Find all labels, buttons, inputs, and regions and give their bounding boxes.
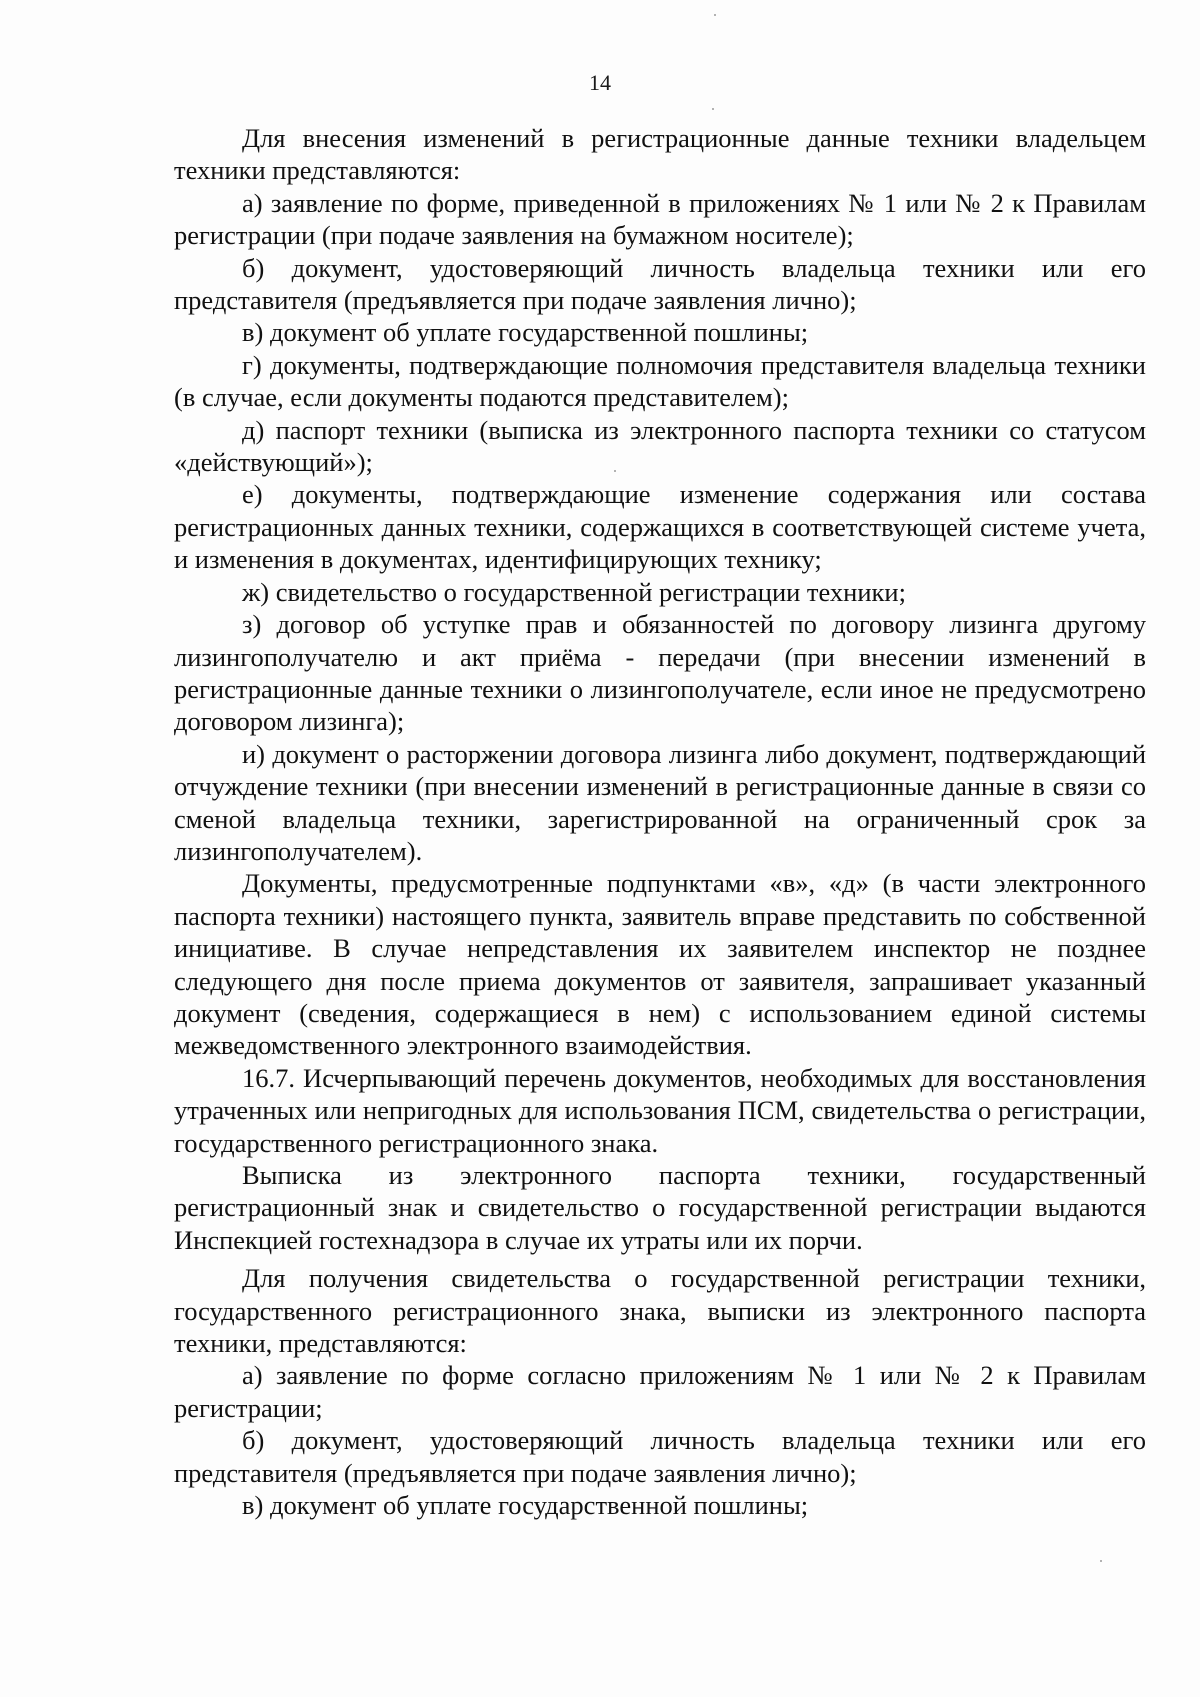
list-item-a-restore: а) заявление по форме согласно приложениям № 1 или № 2 к Правилам регистрации; — [174, 1360, 1146, 1423]
paragraph-obtaining-certificate: Для получения свидетельства о государственной регистрации техники, государственного регистрационного знака, выписки из электронного паспорта техники, представляются: — [174, 1263, 1146, 1359]
list-item-g: г) документы, подтверждающие полномочия представителя владельца техники (в случае, если документы подаются представителем); — [174, 349, 1146, 413]
list-item-e: е) документы, подтверждающие изменение содержания или состава регистрационных данных техники, содержащихся в соответствующей системе учета, и изменения в документах, идентифицирующих технику; — [174, 479, 1146, 575]
list-item-zh: ж) свидетельство о государственной регистрации техники; — [242, 576, 906, 607]
paragraph-intro: Для внесения изменений в регистрационные данные техники владельцем техники представляются: — [174, 123, 1146, 186]
scan-speck — [714, 14, 716, 16]
document-body — [174, 122, 1146, 1521]
page-number: 14 — [589, 70, 611, 95]
list-item-i: и) документ о расторжении договора лизинга либо документ, подтверждающий отчуждение техники (при внесении изменений в регистрационные данные в связи со сменой владельца техники, зарегистрированной на ограниченный срок за лизингополучателем). — [174, 738, 1146, 866]
list-item-b-restore: б) документ, удостоверяющий личность владельца техники или его представителя (предъявляется при подаче заявления лично); — [174, 1425, 1146, 1488]
list-item-b: б) документ, удостоверяющий личность владельца техники или его представителя (предъявляется при подаче заявления лично); — [174, 252, 1146, 316]
list-item-d: д) паспорт техники (выписка из электронного паспорта техники со статусом «действующий»); — [174, 414, 1146, 478]
list-item-z: з) договор об уступке прав и обязанностей по договору лизинга другому лизингополучателю и акт приёма - передачи (при внесении изменений в регистрационные данные техники о лизингополучателе, если иное не предусмотрено договором лизинга); — [174, 609, 1146, 737]
scan-speck — [1100, 1560, 1102, 1562]
scan-speck — [712, 108, 714, 110]
list-item-a: а) заявление по форме, приведенной в приложениях № 1 или № 2 к Правилам регистрации (при подаче заявления на бумажном носителе); — [174, 187, 1146, 251]
list-item-v-restore: в) документ об уплате государственной пошлины; — [242, 1490, 809, 1521]
list-item-v: в) документ об уплате государственной пошлины; — [242, 317, 809, 348]
scan-speck — [614, 470, 616, 472]
paragraph-documents-note: Документы, предусмотренные подпунктами «в», «д» (в части электронного паспорта техники) настоящего пункта, заявитель вправе представить по собственной инициативе. В случае непредставления их заявителем инспектор не позднее следующего дня после приема документов от заявителя, запрашивает указанный документ (сведения, содержащиеся в нем) с использованием единой системы межведомственного электронного взаимодействия. — [174, 868, 1146, 1061]
section-16-7-heading: 16.7. Исчерпывающий перечень документов, необходимых для восстановления утраченных или непригодных для использования ПСМ, свидетельства о регистрации, государственного регистрационного знака. — [174, 1062, 1146, 1158]
paragraph-extract-issuance: Выписка из электронного паспорта техники, государственный регистрационный знак и свидетельство о государственной регистрации выдаются Инспекцией гостехнадзора в случае их утраты или их порчи. — [174, 1160, 1146, 1255]
